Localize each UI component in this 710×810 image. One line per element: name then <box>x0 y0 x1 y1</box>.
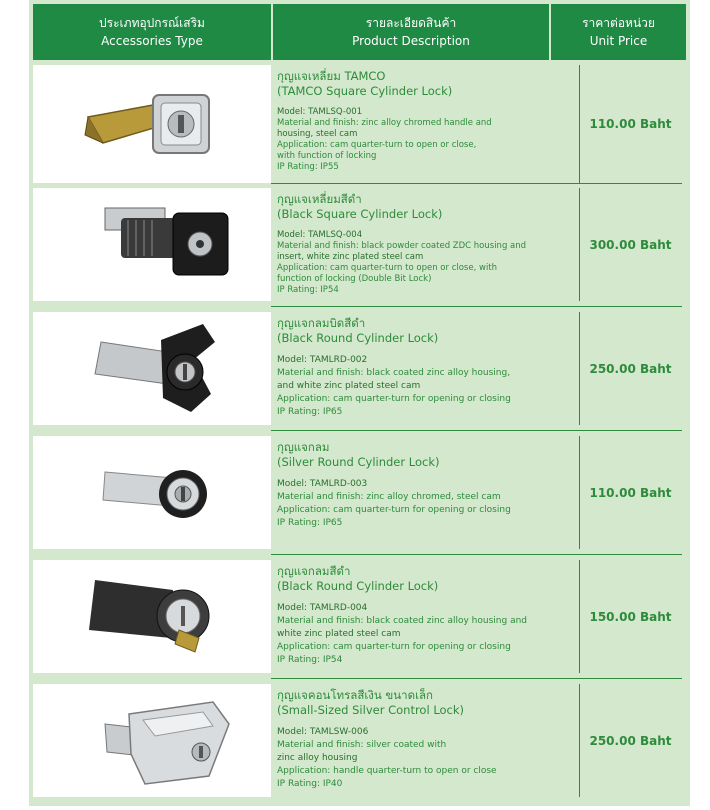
product-title-th: กุญแจกลมสีดำ <box>277 564 351 578</box>
table-row <box>33 65 682 183</box>
header-col2-th: รายละเอียดสินค้า <box>365 16 457 30</box>
product-title-th: กุญแจคอนโทรลสีเงิน ขนาดเล็ก <box>277 688 434 702</box>
product-specs <box>277 602 579 667</box>
product-spec-line: Application: cam quarter-turn for opening or closing <box>277 642 511 652</box>
row-divider <box>271 306 682 307</box>
product-spec-line: Application: handle quarter-turn to open or close <box>277 766 497 776</box>
product-model: Model: TAMLRD-004 <box>277 603 368 613</box>
product-spec-line: Application: cam quarter-turn to open or close, <box>277 140 477 150</box>
product-model: Model: TAMLSW-006 <box>277 727 369 737</box>
product-description <box>277 192 579 296</box>
product-image-black-round-twist-lock <box>33 312 271 425</box>
product-spec-line: with function of locking <box>277 151 377 161</box>
product-price: 250.00 Baht <box>589 733 672 748</box>
row-divider <box>271 183 682 184</box>
product-spec-line: Material and finish: black coated zinc alloy housing and <box>277 616 527 626</box>
header-unit-price <box>551 4 686 60</box>
product-spec-line: IP Rating: IP55 <box>277 162 339 172</box>
table-row <box>33 560 682 673</box>
product-title-en: (Black Square Cylinder Lock) <box>277 207 443 221</box>
product-spec-line: Material and finish: zinc alloy chromed, steel cam <box>277 492 501 502</box>
product-spec-line: Material and finish: silver coated with <box>277 740 447 750</box>
product-model: Model: TAMLSQ-004 <box>277 230 363 240</box>
row-divider <box>271 430 682 431</box>
product-title-th: กุญแจเหลี่ยม TAMCO <box>277 69 386 83</box>
product-specs <box>277 230 579 296</box>
table-row <box>33 436 682 549</box>
header-col1-en: Accessories Type <box>101 34 203 48</box>
product-title-en: (TAMCO Square Cylinder Lock) <box>277 84 453 98</box>
product-title-en: (Black Round Cylinder Lock) <box>277 579 439 593</box>
header-col3-en: Unit Price <box>589 34 648 48</box>
table-row <box>33 312 682 425</box>
product-spec-line: IP Rating: IP54 <box>277 285 339 295</box>
product-description <box>277 69 579 173</box>
table-row <box>33 188 682 301</box>
product-title-en: (Silver Round Cylinder Lock) <box>277 455 440 469</box>
product-spec-line: Material and finish: black coated zinc alloy housing, <box>277 368 511 378</box>
header-product-description <box>273 4 549 60</box>
product-spec-line: IP Rating: IP40 <box>277 779 343 789</box>
product-description <box>277 688 579 791</box>
product-spec-line: IP Rating: IP65 <box>277 407 343 417</box>
product-model: Model: TAMLRD-003 <box>277 479 368 489</box>
product-spec-line: zinc alloy housing <box>277 753 358 763</box>
product-image-silver-round-lock <box>33 436 271 549</box>
product-title-th: กุญแจกลมบิดสีดำ <box>277 316 366 330</box>
product-description <box>277 440 579 530</box>
product-specs <box>277 726 579 791</box>
product-image-tamco-square-lock <box>33 65 271 183</box>
product-title-en: (Small-Sized Silver Control Lock) <box>277 703 465 717</box>
product-price: 250.00 Baht <box>589 361 672 376</box>
product-price: 110.00 Baht <box>589 485 672 500</box>
product-price: 110.00 Baht <box>589 117 672 131</box>
product-spec-line: Application: cam quarter-turn for opening or closing <box>277 505 511 515</box>
product-description <box>277 564 579 667</box>
product-model: Model: TAMLSQ-001 <box>277 107 363 117</box>
product-specs <box>277 354 579 419</box>
product-spec-line: housing, steel cam <box>277 129 358 139</box>
header-col1-th: ประเภทอุปกรณ์เสริม <box>99 16 205 30</box>
product-spec-line: Material and finish: black powder coated ZDC housing and <box>277 241 527 251</box>
header-col3-th: ราคาต่อหน่วย <box>582 16 655 30</box>
row-divider <box>271 678 682 679</box>
product-spec-line: insert, white zinc plated steel cam <box>277 252 424 262</box>
product-spec-line: IP Rating: IP54 <box>277 655 343 665</box>
product-specs <box>277 478 579 530</box>
product-image-black-square-lock <box>33 188 271 301</box>
product-specs <box>277 107 579 173</box>
row-divider <box>271 554 682 555</box>
header-col2-en: Product Description <box>352 34 470 48</box>
table-row <box>33 684 682 797</box>
product-description <box>277 316 579 419</box>
product-spec-line: Material and finish: zinc alloy chromed handle and <box>277 118 492 128</box>
product-title-th: กุญแจกลม <box>277 440 330 454</box>
product-price: 300.00 Baht <box>589 237 672 252</box>
product-spec-line: white zinc plated steel cam <box>277 629 401 639</box>
product-spec-line: function of locking (Double Bit Lock) <box>277 274 432 284</box>
product-spec-line: IP Rating: IP65 <box>277 518 343 528</box>
product-image-black-round-lock <box>33 560 271 673</box>
product-model: Model: TAMLRD-002 <box>277 355 368 365</box>
header-accessories-type <box>33 4 271 60</box>
product-spec-line: and white zinc plated steel cam <box>277 381 421 391</box>
product-image-silver-control-lock <box>33 684 271 797</box>
product-spec-line: Application: cam quarter-turn for opening or closing <box>277 394 511 404</box>
product-spec-line: Application: cam quarter-turn to open or close, with <box>277 263 498 273</box>
product-title-en: (Black Round Cylinder Lock) <box>277 331 439 345</box>
product-title-th: กุญแจเหลี่ยมสีดำ <box>277 192 362 206</box>
product-price: 150.00 Baht <box>589 609 672 624</box>
